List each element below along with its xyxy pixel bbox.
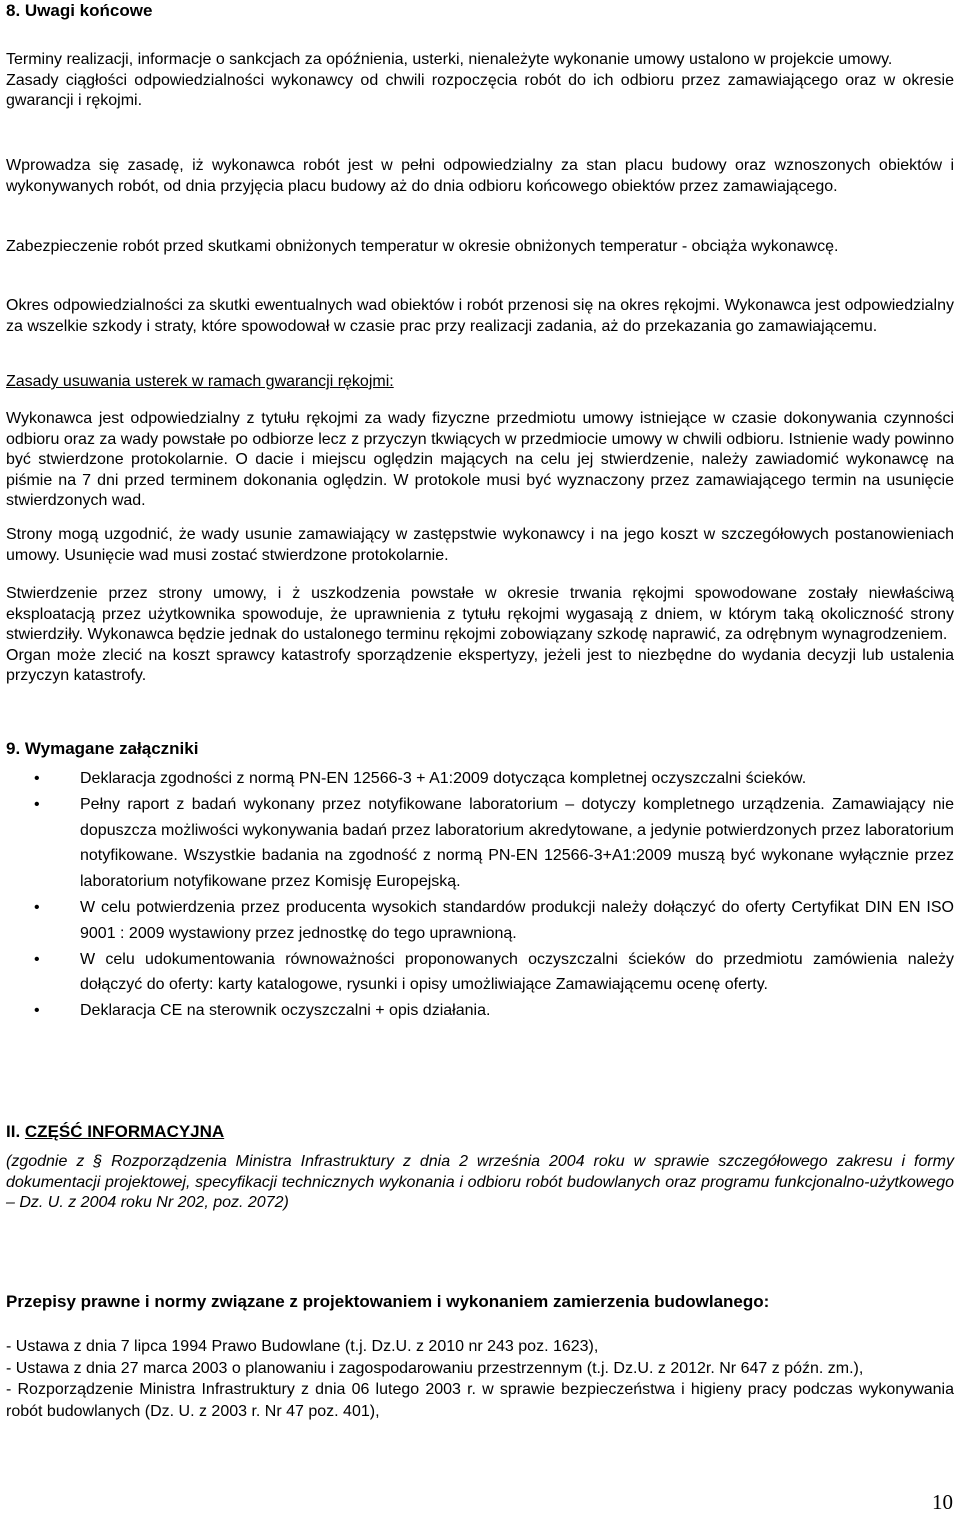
paragraph-responsibility: Wprowadza się zasadę, iż wykonawca robót jest w pełni odpowiedzialny za stan placu budowy oraz wznoszonych obiektów i wykonywanych robót, od dnia przyjęcia placu budowy aż do dnia odbioru końcowego obiektów przez zamawiającego.	[6, 157, 954, 195]
attachments-list	[34, 766, 954, 1024]
section-8-intro	[6, 50, 954, 112]
section-8-closing	[6, 584, 954, 687]
part-2-title: CZĘŚĆ INFORMACYJNA	[24, 1122, 225, 1141]
paragraph-misuse: Stwierdzenie przez strony umowy, i ż uszkodzenia powstałe w okresie trwania rękojmi spowodowane zostały niewłaściwą eksploatacją przez użytkownika spowoduje, że uprawnienia z tytułu rękojmi wygasają z dniem, w którym taką okoliczność strony stwierdziły. Wykonawca będzie jednak do ustalonego terminu rękojmi zobowiązany szkodę naprawić, za odrębnym wynagrodzeniem.	[6, 585, 954, 643]
law-item: - Ustawa z dnia 27 marca 2003 o planowaniu i zagospodarowaniu przestrzennym (t.j. Dz.U. z 2012r. Nr 647 z późn. zm.),	[6, 1359, 864, 1377]
paragraph-substitute-repair: Strony mogą uzgodnić, że wady usunie zamawiający w zastępstwie wykonawcy i na jego koszt w szczegółowych postanowieniach umowy. Usunięcie wad musi zostać stwierdzone protokolarnie.	[6, 526, 954, 564]
page-number: 10	[932, 1490, 953, 1514]
law-item: - Ustawa z dnia 7 lipca 1994 Prawo Budowlane (t.j. Dz.U. z 2010 nr 243 poz. 1623),	[6, 1338, 599, 1355]
paragraph-terms: Terminy realizacji, informacje o sankcjach za opóźnienia, usterki, nienależyte wykonanie umowy ustalono w projekcie umowy.	[6, 51, 893, 68]
paragraph-warranty: Wykonawca jest odpowiedzialny z tytułu rękojmi za wady fizyczne przedmiotu umowy istniejące w czasie dokonywania czynności odbioru oraz za wady powstałe po odbiorze lecz z przyczyn tkwiących w przedmiocie umowy w chwili odbioru. Istnienie wady powinno być stwierdzone protokolarnie. O dacie i miejscu oględzin mających na celu jej stwierdzenie, należy zawiadomić wykonawcę na piśmie na 7 dni przed terminem dokonania oględzin. W protokole musi być wyznaczony przez zamawiającego termin na usunięcie stwierdzonych wad.	[6, 410, 954, 509]
part-2-heading	[6, 1121, 954, 1143]
list-item: • W celu udokumentowania równoważności proponowanych oczyszczalni ścieków do przedmiotu zamówienia należy dołączyć do oferty: karty katalogowe, rysunki i opisy umożliwiające Zamawiającemu ocenę oferty.	[34, 947, 954, 999]
law-list	[6, 1336, 954, 1422]
list-item: • Deklaracja CE na sterownik oczyszczalni + opis działania.	[34, 998, 954, 1024]
section-8-heading: 8. Uwagi końcowe	[6, 1, 153, 20]
part-2-number: II.	[6, 1122, 21, 1141]
list-item: • W celu potwierdzenia przez producenta wysokich standardów produkcji należy dołączyć do oferty Certyfikat DIN EN ISO 9001 : 2009 wystawiony przez jednostkę do tego uprawnioną.	[34, 895, 954, 947]
subheading-defect-removal: Zasady usuwania usterek w ramach gwarancji rękojmi:	[6, 373, 394, 390]
law-heading: Przepisy prawne i normy związane z projektowaniem i wykonaniem zamierzenia budowlanego:	[6, 1292, 770, 1311]
paragraph-expertise: Organ może zlecić na koszt sprawcy katastrofy sporządzenie ekspertyzy, jeżeli jest to niezbędne do wydania decyzji lub ustalenia przyczyn katastrofy.	[6, 646, 954, 684]
list-item: • Deklaracja zgodności z normą PN-EN 12566-3 + A1:2009 dotycząca kompletnej oczyszczalni ścieków.	[34, 766, 954, 792]
paragraph-low-temperature: Zabezpieczenie robót przed skutkami obniżonych temperatur w okresie obniżonych temperatur - obciąża wykonawcę.	[6, 238, 839, 255]
paragraph-liability-period: Okres odpowiedzialności za skutki ewentualnych wad obiektów i robót przenosi się na okres rękojmi. Wykonawca jest odpowiedzialny za wszelkie szkody i straty, które spowodował w czasie prac przy realizacji zadania, aż do przekazania go zamawiającemu.	[6, 297, 954, 335]
list-item: • Pełny raport z badań wykonany przez notyfikowane laboratorium – dotyczy kompletnego urządzenia. Zamawiający nie dopuszcza możliwości wykonywania badań przez laboratorium akredytowane, a jedynie potwierdzonych przez laboratorium notyfikowane. Wszystkie badania na zgodność z normą PN-EN 12566-3+A1:2009 muszą być wykonane wyłącznie przez laboratorium notyfikowane przez Komisję Europejską.	[34, 792, 954, 895]
law-item: - Rozporządzenie Ministra Infrastruktury z dnia 06 lutego 2003 r. w sprawie bezpieczeństwa i higieny pracy podczas wykonywania robót budowlanych (Dz. U. z 2003 r. Nr 47 poz. 401),	[6, 1381, 954, 1420]
paragraph-continuity: Zasady ciągłości odpowiedzialności wykonawcy od chwili rozpoczęcia robót do ich odbioru przez zamawiającego oraz w okresie gwarancji i rękojmi.	[6, 71, 954, 109]
section-9-heading: 9. Wymagane załączniki	[6, 739, 199, 758]
regulation-note: (zgodnie z § Rozporządzenia Ministra Infrastruktury z dnia 2 września 2004 roku w sprawie szczegółowego zakresu i formy dokumentacji projektowej, specyfikacji technicznych wykonania i odbioru robót budowlanych oraz programu funkcjonalno-użytkowego – Dz. U. z 2004 roku Nr 202, poz. 2072)	[6, 1153, 954, 1211]
